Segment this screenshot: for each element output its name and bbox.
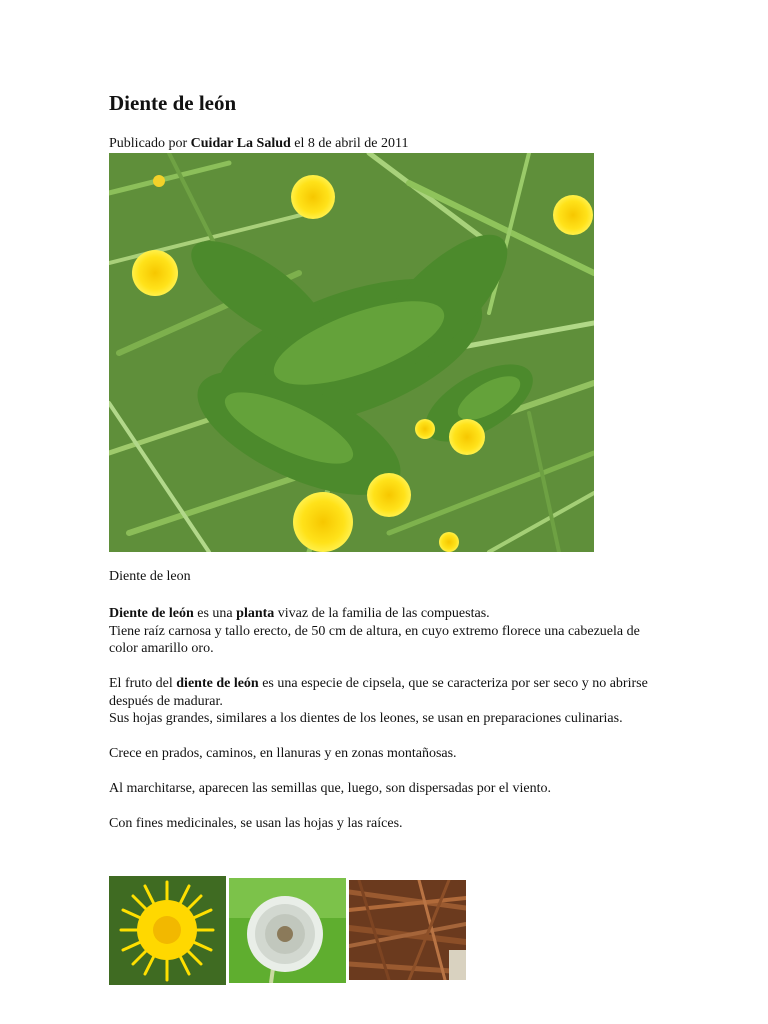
paragraph (109, 605, 669, 658)
text-run: es una especie de cipsela, que se caracteriza por ser seco y no abrirse después de madurar. (109, 676, 648, 709)
byline-prefix: Publicado por (109, 136, 188, 151)
hero-image (109, 153, 594, 552)
paragraph: Crece en prados, caminos, en llanuras y en zonas montañosas. (109, 746, 457, 761)
thumbnail-seed-head (229, 878, 346, 983)
paragraph (109, 675, 669, 728)
text-run: Sus hojas grandes, similares a los dientes de los leones, se usan en preparaciones culinarias. (109, 711, 623, 726)
byline (109, 136, 408, 152)
image-caption: Diente de leon (109, 569, 191, 584)
author-link[interactable]: Cuidar La Salud (190, 136, 291, 151)
text-run: vivaz de la familia de las compuestas. (274, 606, 490, 621)
bold-term: planta (236, 606, 275, 621)
paragraph: Al marchitarse, aparecen las semillas que, luego, son dispersadas por el viento. (109, 781, 552, 796)
text-run: es una (193, 606, 237, 621)
thumbnail-yellow-flower (109, 876, 226, 985)
page-title: Diente de león (109, 91, 237, 115)
bold-term: diente de león (176, 676, 259, 691)
paragraph: Con fines medicinales, se usan las hojas y las raíces. (109, 816, 403, 831)
publish-date: el 8 de abril de 2011 (294, 136, 409, 151)
dandelion-plant-photo (109, 153, 594, 552)
article-body (109, 605, 669, 850)
bold-term: Diente de león (109, 606, 194, 621)
text-run: El fruto del (109, 676, 177, 691)
text-run: Tiene raíz carnosa y tallo erecto, de 50 cm de altura, en cuyo extremo florece una cabezuela de color amarillo oro. (109, 623, 640, 656)
thumbnail-roots (349, 880, 466, 980)
